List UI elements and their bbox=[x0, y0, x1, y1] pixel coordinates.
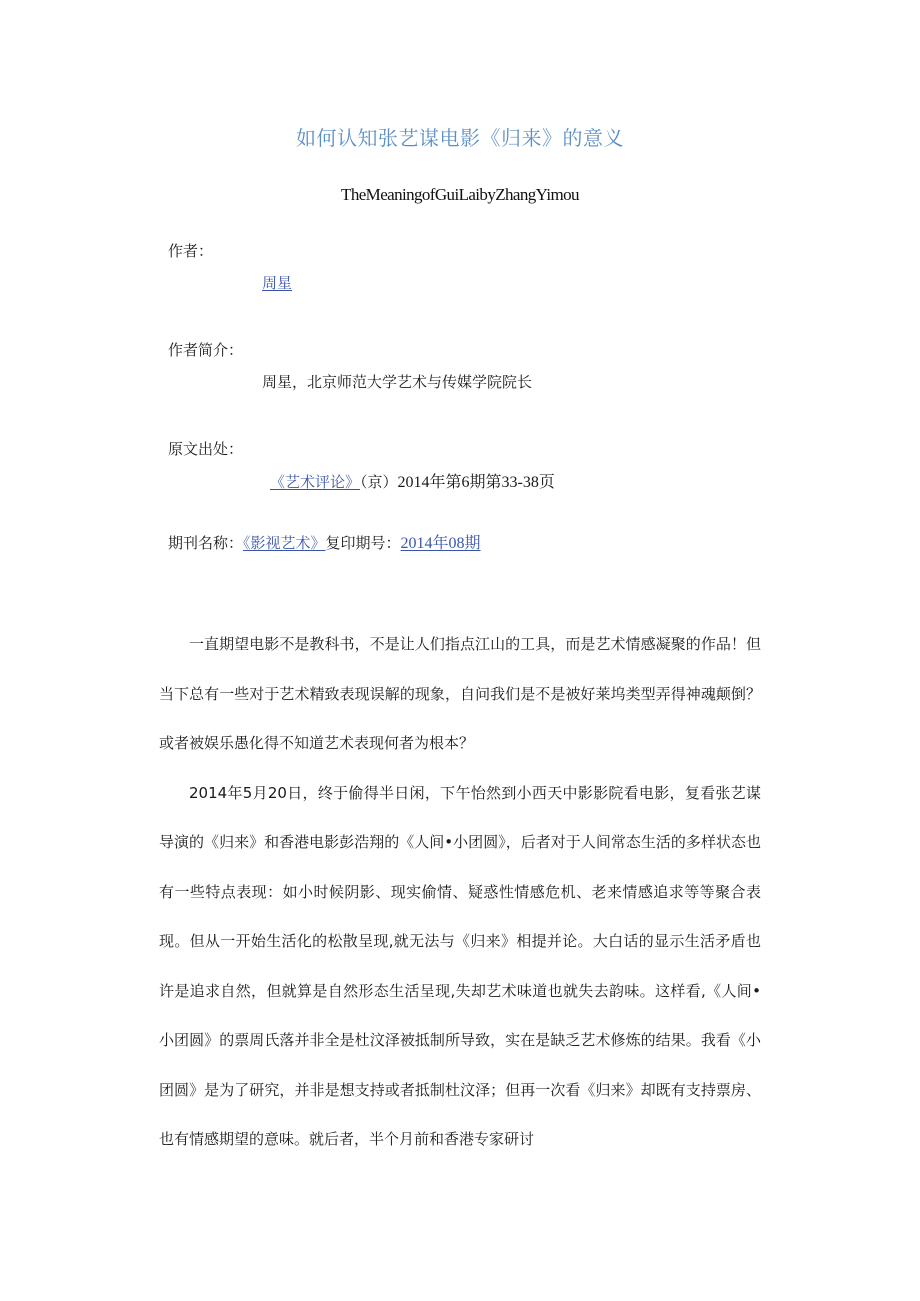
source-place: （京） bbox=[360, 473, 398, 491]
periodical-name-link[interactable]: 《影视艺术》 bbox=[243, 534, 326, 552]
source-journal-link[interactable]: 《艺术评论》 bbox=[270, 473, 361, 491]
periodical-label: 期刊名称： bbox=[168, 534, 244, 552]
article-subtitle: TheMeaningofGuiLaibyZhangYimou bbox=[341, 185, 579, 204]
body-paragraph-2: 2014年5月20日，终于偷得半日闲，下午怡然到小西天中影影院看电影，复看张艺谋导演的《归来》和香港电影彭浩翔的《人间•小团圆》，后者对于人间常态生活的多样状态也有一些特点表现：如小时候阴影、现实偷情、疑惑性情感危机、老来情感追求等等聚合表现。但从一开始生活化的松散呈现,就无法与《归来》相提并论。大白话的显示生活矛盾也许是追求自然，但就算是自然形态生活呈现,失却艺术味道也就失去韵味。这样看,《人间•小团圆》的票周氏落并非全是杜汶泽被抵制所导致，实在是缺乏艺术修炼的结果。我看《小团圆》是为了研究，并非是想支持或者抵制杜汶泽；但再一次看《归来》却既有支持票房、也有情感期望的意味。就后者，半个月前和香港专家研讨 bbox=[159, 783, 761, 1148]
source-issue: 2014年第6期第33-38页 bbox=[397, 474, 555, 491]
author-label: 作者： bbox=[168, 242, 214, 260]
source-line bbox=[270, 469, 555, 492]
author-name-link[interactable]: 周星 bbox=[262, 274, 293, 292]
author-name-container bbox=[262, 272, 292, 293]
bio-label: 作者简介： bbox=[168, 341, 244, 359]
article-title: 如何认知张艺谋电影《归来》的意义 bbox=[296, 126, 624, 150]
source-label: 原文出处： bbox=[168, 440, 244, 458]
body-paragraph-1: 一直期望电影不是教科书，不是让人们指点江山的工具，而是艺术情感凝聚的作品！但当下总有一些对于艺术精致表现误解的现象，自问我们是不是被好莱坞类型弄得神魂颠倒？或者被娱乐愚化得不知道艺术表现何者为根本？ bbox=[159, 635, 761, 752]
article-body bbox=[159, 620, 761, 1165]
periodical-line bbox=[168, 530, 481, 553]
reprint-issue-link[interactable]: 2014年08期 bbox=[400, 535, 481, 552]
bio-text: 周星，北京师范大学艺术与传媒学院院长 bbox=[262, 373, 533, 391]
reprint-label: 复印期号： bbox=[325, 534, 401, 552]
